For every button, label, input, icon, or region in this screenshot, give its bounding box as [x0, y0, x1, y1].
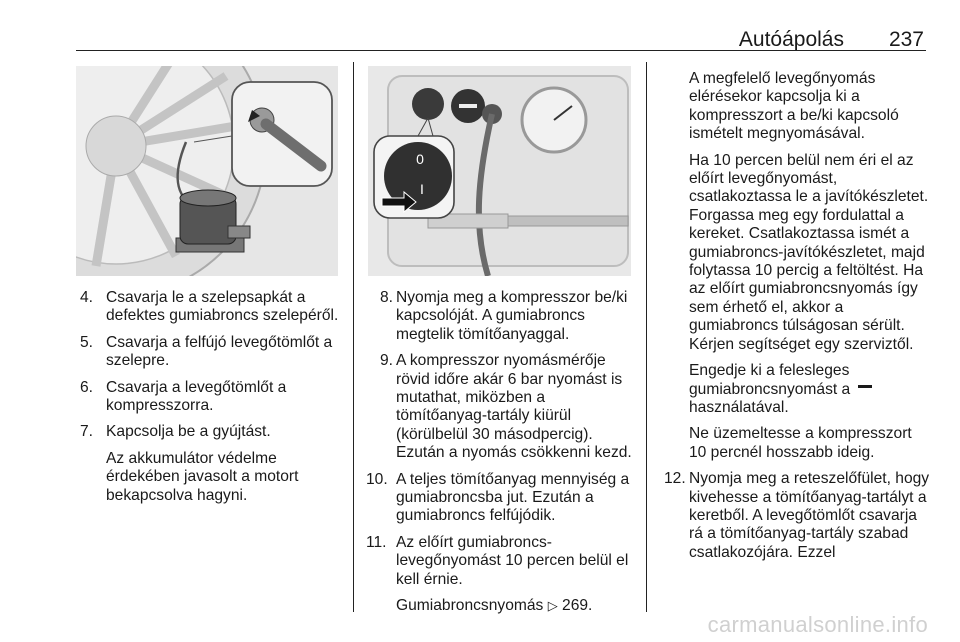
minus-button-icon [858, 385, 872, 388]
switch-label-on: I [420, 181, 424, 197]
list-item: 5. Csavarja a felfújó levegőtömlőt a szelepre. [80, 333, 333, 370]
page-reference-icon: ▷ [547, 598, 558, 614]
page-number: 237 [888, 28, 924, 51]
paragraph: A megfelelő levegőnyomás elérésekor kapcsolja ki a kompresszort a be/ki kapcsoló ismételt megnyomásával. [689, 70, 899, 143]
list-item: 8. Nyomja meg a kompresszor be/ki kapcsolóját. A gumiabroncs megtelik tömítőanyaggal. [380, 289, 628, 343]
header-rule [76, 50, 926, 51]
paragraph: Engedje ki a felesleges gumiabroncsnyomást a használatával. [664, 362, 932, 417]
pressure-reference: Gumiabroncsnyomás ▷ 269. [396, 597, 593, 615]
column-divider-1 [353, 62, 354, 612]
figure-wheel-compressor [76, 66, 338, 276]
left-column [80, 289, 346, 513]
paragraph: Ne üzemeltesse a kompresszort 10 percnél hosszabb ideig. [689, 425, 912, 461]
page-header [76, 22, 926, 52]
page-reference-link[interactable]: 269. [562, 597, 593, 615]
list-item: 4. Csavarja le a szelepsapkát a defektes gumiabroncs szelepéről. [80, 289, 339, 325]
battery-note: Az akkumulátor védelme érdekében javasolt a motort bekapcsolva hagyni. [106, 449, 299, 504]
paragraph: Ha 10 percen belül nem éri el az előírt levegőnyomást, csatlakoztassa le a javítókészletet. Forgassa meg egy fordulattal a kereket. Csatlakoztassa ismét a gumiabroncs-javítókészletet, majd folytassa 10 percig a feltöltést. Ha az előírt gumiabroncsnyomás így sem érhető el, akkor a gumiabroncs túlságosan sérült. Kérjen segítséget egy szerviztől. [689, 151, 929, 353]
figure-compressor-switch [368, 66, 631, 276]
right-column [664, 70, 932, 570]
watermark: carmanualsonline.info [707, 612, 928, 637]
list-item: 10. A teljes tömítőanyag mennyiség a gumiabroncsba jut. Ezután a gumiabroncs felfújódik. [366, 470, 630, 525]
column-divider-2 [646, 62, 647, 612]
middle-column [366, 289, 640, 624]
list-item: 6. Csavarja a levegőtömlőt a kompresszorra. [80, 378, 287, 415]
switch-label-off: 0 [416, 151, 424, 167]
list-item: 11. Az előírt gumiabroncs-levegőnyomást 10 percen belül el kell érnie. [366, 533, 629, 588]
page-title: Autóápolás [738, 28, 844, 51]
list-item: 7. Kapcsolja be a gyújtást. [80, 423, 271, 441]
list-item: 12. Nyomja meg a reteszelőfület, hogy kivehesse a tömítőanyag-tartályt a keretből. A levegőtömlőt csavarja rá a tömítőanyag-tartály szabad csatlakozójára. Ezzel [664, 470, 930, 561]
list-item: 9. A kompresszor nyomásmérője rövid időre akár 6 bar nyomást is mutathat, miközben a tömítőanyag-tartály kiürül (körülbelül 30 másodpercig). Ezután a nyomás csökkenni kezd. [380, 352, 632, 462]
